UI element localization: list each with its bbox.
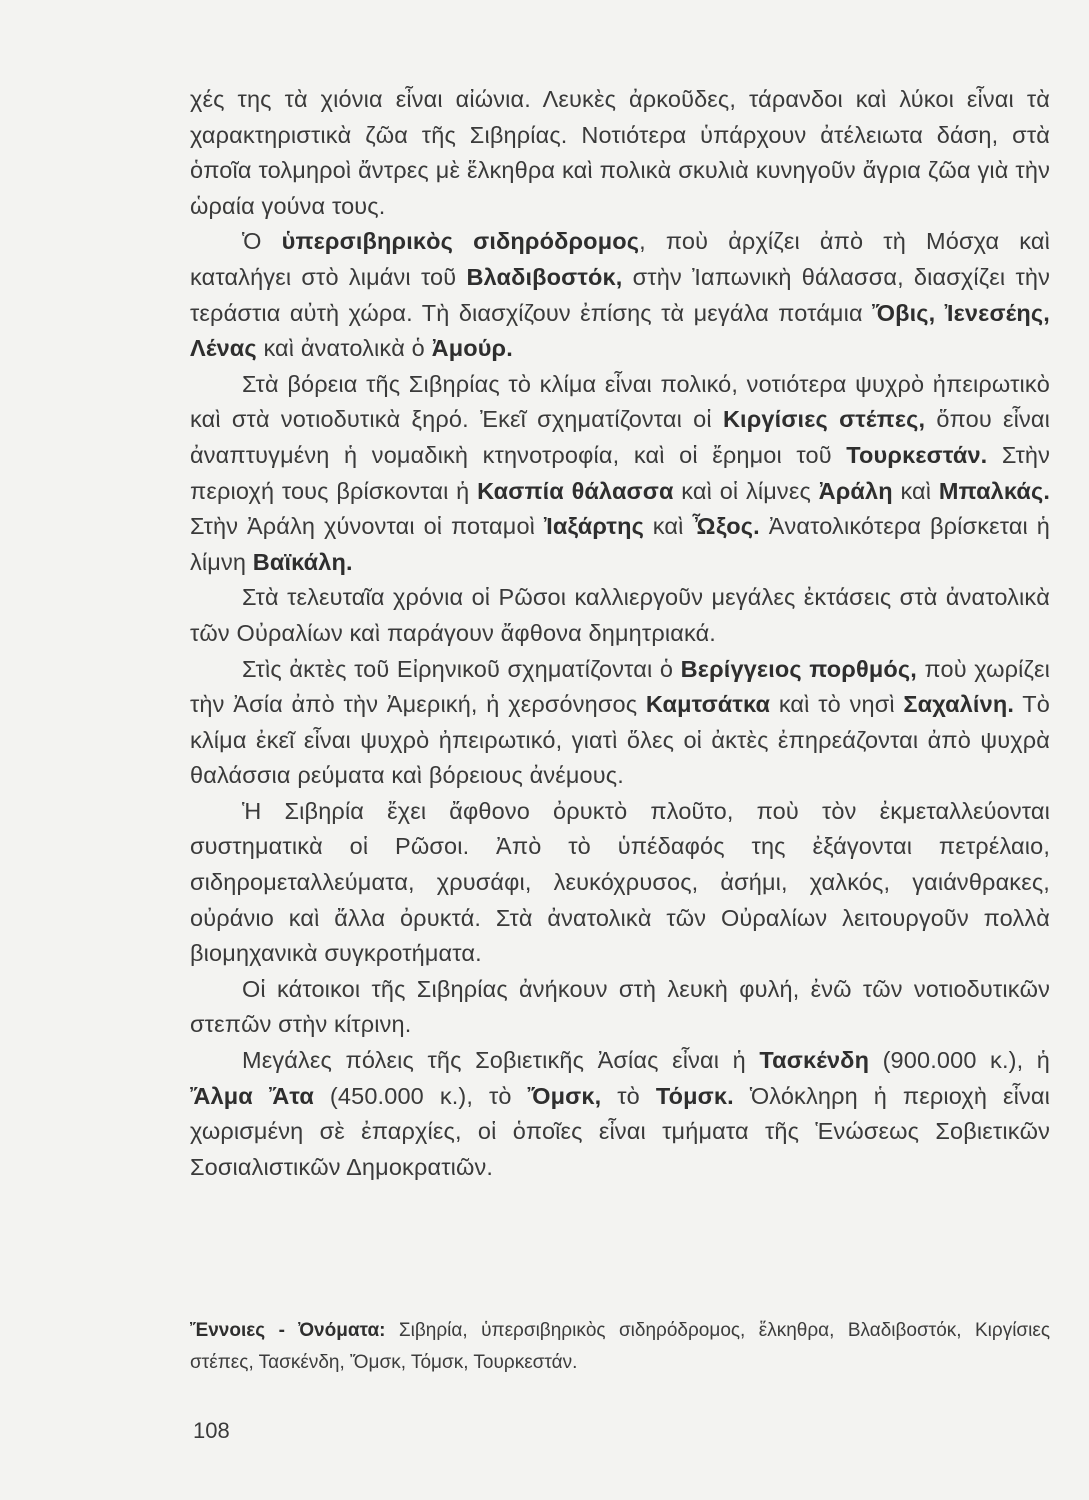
paragraph xyxy=(190,580,1050,651)
bold-term: Ἀράλη xyxy=(818,477,893,504)
bold-term: Κασπία θάλασσα xyxy=(477,477,674,504)
bold-term: Καμτσάτκα xyxy=(645,691,771,718)
bold-term: Ἀμούρ. xyxy=(431,335,513,362)
text-run: , ποὺ ἀρχίζει ἀπὸ τὴ Μόσχα καὶ καταλήγει στὸ λιμάνι τοῦ xyxy=(190,228,1050,290)
body-text xyxy=(190,82,1050,1185)
bold-term: Σαχαλίνη. xyxy=(903,691,1014,718)
text-run: (450.000 κ.), τὸ xyxy=(313,1082,528,1109)
paragraph xyxy=(190,794,1050,972)
bold-term: Ἰαξάρτης xyxy=(543,513,644,540)
text-run: Μεγάλες πόλεις τῆς Σοβιετικῆς Ἀσίας εἶναι ἡ xyxy=(242,1047,760,1074)
text-run: Τὸ κλίμα ἐκεῖ εἶναι ψυχρὸ ἠπειρωτικό, γιατὶ ὅλες οἱ ἀκτὲς ἐπηρεάζονται ἀπὸ ψυχρὰ θαλάσσια ρεύματα καὶ βόρειους ἀνέμους. xyxy=(190,691,1050,789)
text-run: καὶ οἱ λίμνες xyxy=(673,477,819,504)
bold-term: Ἄλμα Ἄτα xyxy=(190,1082,314,1109)
paragraph xyxy=(190,1043,1050,1185)
bold-term: Τουρκεστάν. xyxy=(846,441,988,468)
paragraph xyxy=(190,82,1050,224)
text-run: καὶ ἀνατολικὰ ὁ xyxy=(256,335,432,362)
text-run: χές της τὰ χιόνια εἶναι αἰώνια. Λευκὲς ἀρκοῦδες, τάρανδοι καὶ λύκοι εἶναι τὰ χαρακτηριστικὰ ζῶα τῆς Σιβηρίας. Νοτιότερα ὑπάρχουν ἀτέλειωτα δάση, στὰ ὁποῖα τολμηροὶ ἄντρες μὲ ἕλκηθρα καὶ πολικὰ σκυλιὰ κυνηγοῦν ἄγρια ζῶα γιὰ τὴν ὡραία γούνα τους. xyxy=(190,86,1050,219)
text-run: καὶ xyxy=(892,477,939,504)
text-run: στὴν Ἰαπωνικὴ θάλασσα, διασχίζει τὴν τεράστια αὐτὴ χώρα. Τὴ διασχίζουν ἐπίσης τὰ μεγάλα ποτάμια xyxy=(190,263,1050,326)
text-run: Στὶς ἀκτὲς τοῦ Εἰρηνικοῦ σχηματίζονται ὁ xyxy=(242,655,681,682)
bold-term: ὑπερσιβηρικὸς σιδηρόδρομος xyxy=(281,228,640,255)
bold-term: Μπαλκάς. xyxy=(938,477,1051,504)
text-run: ὅπου εἶναι ἀναπτυγμένη ἡ νομαδικὴ κτηνοτροφία, καὶ οἱ ἔρημοι τοῦ xyxy=(190,406,1050,468)
bold-term: Ὦξος. xyxy=(692,513,760,540)
text-run: καὶ τὸ νησὶ xyxy=(770,691,904,718)
text-run: καὶ xyxy=(643,513,693,540)
bold-term: Βαϊκάλη. xyxy=(252,548,353,575)
text-run: ποὺ χωρίζει τὴν Ἀσία ἀπὸ τὴν Ἀμερική, ἡ χερσόνησος xyxy=(190,655,1050,718)
bold-term: Κιργίσιες στέπες, xyxy=(722,406,926,433)
text-run: Στὰ βόρεια τῆς Σιβηρίας τὸ κλίμα εἶναι πολικό, νοτιότερα ψυχρὸ ἠπειρωτικὸ καὶ στὰ νοτιοδυτικὰ ξηρό. Ἐκεῖ σχηματίζονται οἱ xyxy=(190,370,1050,433)
text-run: Ἡ Σιβηρία ἔχει ἄφθονο ὀρυκτὸ πλοῦτο, ποὺ τὸν ἐκμεταλλεύονται συστηματικὰ οἱ Ρῶσοι. Ἀπὸ τὸ ὑπέδαφός της ἐξάγονται πετρέλαιο, σιδηρομεταλλεύματα, χρυσάφι, λευκόχρυσος, ἀσήμι, χαλκός, γαιάνθρακες, οὐράνιο καὶ ἄλλα ὀρυκτά. Στὰ ἀνατολικὰ τῶν Οὐραλίων λειτουργοῦν πολλὰ βιομηχανικὰ συγκροτήματα. xyxy=(190,797,1050,967)
paragraph xyxy=(190,652,1050,794)
text-run: τὸ xyxy=(601,1082,656,1109)
text-run: Ἀνατολικότερα βρίσκεται ἡ λίμνη xyxy=(190,513,1050,575)
bold-term: Ὄμσκ, xyxy=(527,1082,602,1109)
text-run: Οἱ κάτοικοι τῆς Σιβηρίας ἀνήκουν στὴ λευκὴ φυλή, ἐνῶ τῶν νοτιοδυτικῶν στεπῶν στὴν κίτρινη. xyxy=(190,975,1050,1038)
text-run: (900.000 κ.), ἡ xyxy=(869,1047,1050,1074)
glossary-terms: Σιβηρία, ὑπερσιβηρικὸς σιδηρόδρομος, ἕλκηθρα, Βλαδιβοστόκ, Κιργίσιες στέπες, Τασκένδη, Ὄμσκ, Τόμσκ, Τουρκεστάν. xyxy=(190,1320,1050,1373)
glossary xyxy=(190,1315,1050,1379)
text-run: Ὁλόκληρη ἡ περιοχὴ εἶναι χωρισμένη σὲ ἐπαρχίες, οἱ ὁποῖες εἶναι τμήματα τῆς Ἑνώσεως Σοβιετικῶν Σοσιαλιστικῶν Δημοκρατιῶν. xyxy=(190,1082,1051,1180)
paragraph xyxy=(190,972,1050,1043)
paragraph xyxy=(190,224,1050,366)
page-number: 108 xyxy=(193,1418,230,1443)
text-run: Στὴν περιοχή τους βρίσκονται ἡ xyxy=(190,441,1050,504)
text-run: Στὴν Ἀράλη χύνονται οἱ ποταμοὶ xyxy=(190,513,544,540)
bold-term: Τασκένδη xyxy=(759,1047,870,1074)
bold-term: Βλαδιβοστόκ, xyxy=(466,263,623,290)
text-run: Στὰ τελευταῖα χρόνια οἱ Ρῶσοι καλλιεργοῦν μεγάλες ἐκτάσεις στὰ ἀνατολικὰ τῶν Οὐραλίων καὶ παράγουν ἄφθονα δημητριακά. xyxy=(190,584,1050,646)
bold-term: Βερίγγειος πορθμός, xyxy=(680,655,917,682)
text-run: Ὁ xyxy=(242,228,282,255)
bold-term: Ὄβις, Ἰενεσέης, Λένας xyxy=(190,299,1050,362)
glossary-label: Ἔννοιες - Ὀνόματα: xyxy=(190,1320,386,1341)
paragraph xyxy=(190,367,1050,581)
bold-term: Τόμσκ. xyxy=(655,1082,734,1109)
